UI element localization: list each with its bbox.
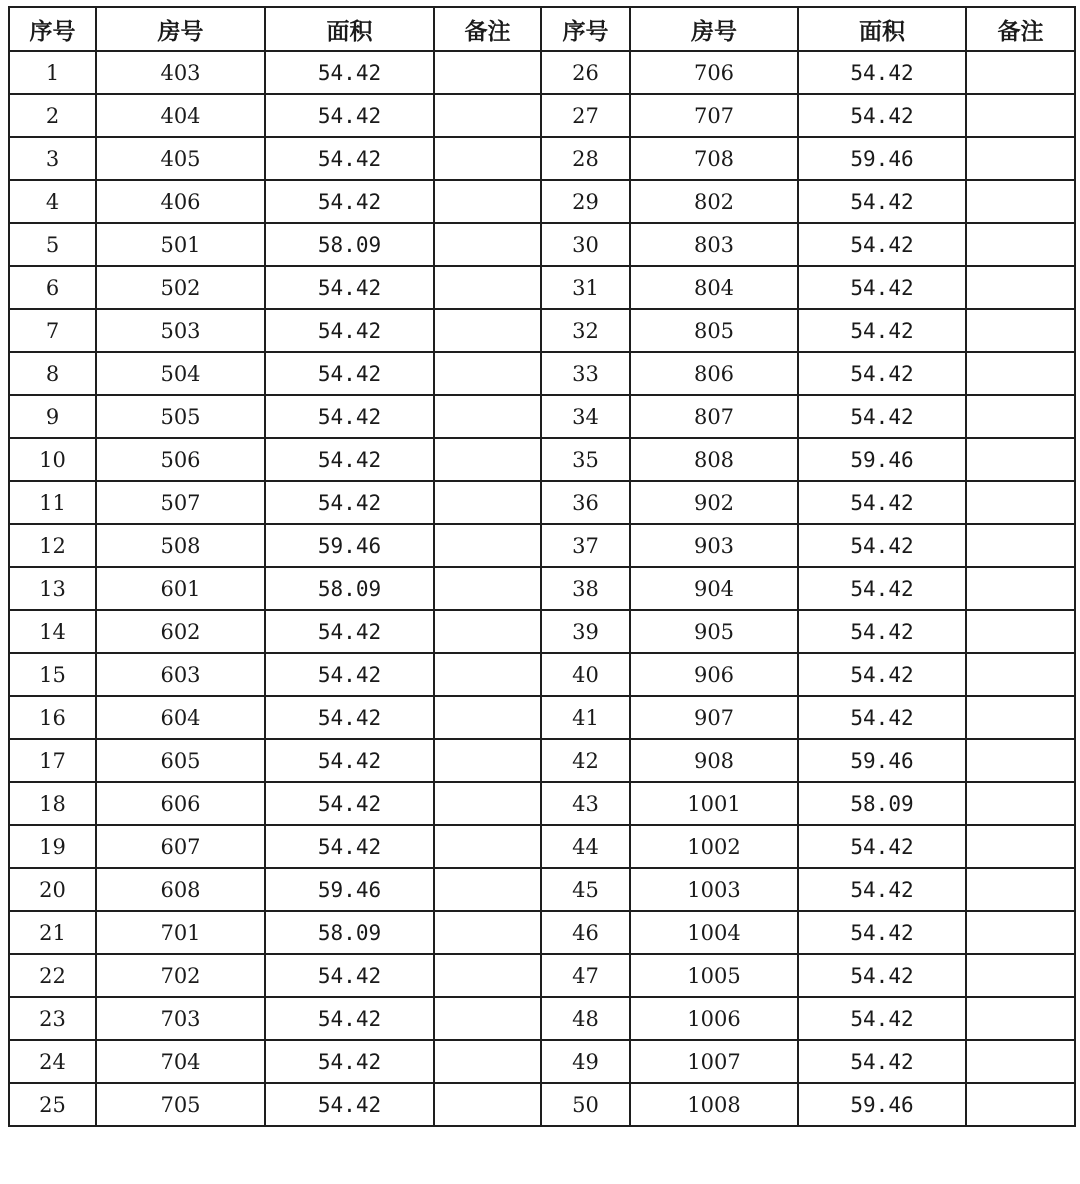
- area-cell-left: 59.46: [265, 524, 434, 567]
- area-cell-left: 58.09: [265, 223, 434, 266]
- serial-cell-right: 27: [541, 94, 630, 137]
- serial-cell-left: 9: [9, 395, 96, 438]
- room-cell-left: 504: [96, 352, 265, 395]
- serial-cell-left: 3: [9, 137, 96, 180]
- note-cell-left: [434, 1040, 541, 1083]
- area-cell-right: 54.42: [798, 352, 966, 395]
- serial-cell-left: 5: [9, 223, 96, 266]
- area-cell-right: 54.42: [798, 610, 966, 653]
- area-cell-right: 54.42: [798, 1040, 966, 1083]
- serial-cell-left: 22: [9, 954, 96, 997]
- serial-cell-right: 49: [541, 1040, 630, 1083]
- table-row: [9, 137, 1075, 180]
- table-row: [9, 395, 1075, 438]
- note-cell-right: [966, 739, 1075, 782]
- serial-cell-right: 48: [541, 997, 630, 1040]
- serial-cell-left: 8: [9, 352, 96, 395]
- room-cell-right: 904: [630, 567, 798, 610]
- room-cell-right: 902: [630, 481, 798, 524]
- table-row: [9, 868, 1075, 911]
- table-row: [9, 1040, 1075, 1083]
- table-row: [9, 782, 1075, 825]
- room-cell-left: 703: [96, 997, 265, 1040]
- note-cell-left: [434, 911, 541, 954]
- header-row: [9, 7, 1075, 51]
- room-cell-left: 602: [96, 610, 265, 653]
- note-cell-left: [434, 653, 541, 696]
- area-cell-right: 54.42: [798, 911, 966, 954]
- serial-cell-left: 18: [9, 782, 96, 825]
- room-cell-left: 508: [96, 524, 265, 567]
- table-row: [9, 825, 1075, 868]
- room-cell-right: 707: [630, 94, 798, 137]
- area-cell-left: 54.42: [265, 610, 434, 653]
- serial-cell-right: 34: [541, 395, 630, 438]
- area-cell-left: 54.42: [265, 94, 434, 137]
- serial-cell-left: 23: [9, 997, 96, 1040]
- note-cell-left: [434, 825, 541, 868]
- area-cell-left: 54.42: [265, 696, 434, 739]
- room-cell-right: 908: [630, 739, 798, 782]
- table-row: [9, 739, 1075, 782]
- room-cell-left: 505: [96, 395, 265, 438]
- note-cell-right: [966, 696, 1075, 739]
- note-cell-left: [434, 51, 541, 94]
- header-note-right: 备注: [966, 7, 1075, 51]
- note-cell-right: [966, 180, 1075, 223]
- area-cell-right: 54.42: [798, 266, 966, 309]
- serial-cell-right: 35: [541, 438, 630, 481]
- table-row: [9, 223, 1075, 266]
- note-cell-left: [434, 266, 541, 309]
- table-row: [9, 954, 1075, 997]
- note-cell-left: [434, 438, 541, 481]
- room-cell-right: 708: [630, 137, 798, 180]
- serial-cell-left: 7: [9, 309, 96, 352]
- serial-cell-right: 33: [541, 352, 630, 395]
- room-cell-left: 507: [96, 481, 265, 524]
- room-cell-right: 1002: [630, 825, 798, 868]
- table-row: [9, 997, 1075, 1040]
- note-cell-right: [966, 51, 1075, 94]
- room-cell-left: 405: [96, 137, 265, 180]
- table-row: [9, 352, 1075, 395]
- note-cell-right: [966, 524, 1075, 567]
- room-cell-right: 802: [630, 180, 798, 223]
- room-cell-right: 803: [630, 223, 798, 266]
- room-cell-left: 605: [96, 739, 265, 782]
- area-cell-right: 54.42: [798, 696, 966, 739]
- table-row: [9, 309, 1075, 352]
- serial-cell-left: 14: [9, 610, 96, 653]
- area-cell-left: 58.09: [265, 567, 434, 610]
- area-cell-right: 54.42: [798, 395, 966, 438]
- room-cell-left: 501: [96, 223, 265, 266]
- serial-cell-left: 13: [9, 567, 96, 610]
- area-cell-left: 54.42: [265, 51, 434, 94]
- area-cell-left: 54.42: [265, 782, 434, 825]
- header-note-left: 备注: [434, 7, 541, 51]
- note-cell-right: [966, 223, 1075, 266]
- room-cell-right: 1007: [630, 1040, 798, 1083]
- note-cell-right: [966, 997, 1075, 1040]
- serial-cell-right: 42: [541, 739, 630, 782]
- room-cell-left: 604: [96, 696, 265, 739]
- note-cell-left: [434, 1083, 541, 1126]
- note-cell-left: [434, 524, 541, 567]
- note-cell-left: [434, 868, 541, 911]
- header-room-left: 房号: [96, 7, 265, 51]
- room-cell-right: 1006: [630, 997, 798, 1040]
- area-cell-right: 54.42: [798, 653, 966, 696]
- table-row: [9, 51, 1075, 94]
- area-cell-left: 54.42: [265, 825, 434, 868]
- table-row: [9, 94, 1075, 137]
- note-cell-right: [966, 954, 1075, 997]
- room-cell-left: 701: [96, 911, 265, 954]
- serial-cell-left: 19: [9, 825, 96, 868]
- serial-cell-right: 32: [541, 309, 630, 352]
- area-cell-right: 59.46: [798, 137, 966, 180]
- table-row: [9, 481, 1075, 524]
- table-row: [9, 911, 1075, 954]
- area-cell-right: 54.42: [798, 481, 966, 524]
- area-cell-left: 54.42: [265, 180, 434, 223]
- area-cell-left: 54.42: [265, 395, 434, 438]
- room-cell-left: 503: [96, 309, 265, 352]
- room-cell-right: 1005: [630, 954, 798, 997]
- room-cell-left: 608: [96, 868, 265, 911]
- room-cell-left: 403: [96, 51, 265, 94]
- room-cell-right: 706: [630, 51, 798, 94]
- area-cell-left: 54.42: [265, 266, 434, 309]
- note-cell-right: [966, 481, 1075, 524]
- header-area-left: 面积: [265, 7, 434, 51]
- area-cell-right: 54.42: [798, 94, 966, 137]
- note-cell-right: [966, 825, 1075, 868]
- serial-cell-right: 26: [541, 51, 630, 94]
- note-cell-right: [966, 266, 1075, 309]
- area-cell-right: 54.42: [798, 868, 966, 911]
- room-cell-left: 601: [96, 567, 265, 610]
- area-cell-left: 54.42: [265, 1083, 434, 1126]
- area-cell-right: 54.42: [798, 309, 966, 352]
- serial-cell-left: 12: [9, 524, 96, 567]
- room-cell-right: 1004: [630, 911, 798, 954]
- room-cell-left: 603: [96, 653, 265, 696]
- area-cell-right: 54.42: [798, 825, 966, 868]
- note-cell-left: [434, 137, 541, 180]
- note-cell-left: [434, 309, 541, 352]
- note-cell-left: [434, 610, 541, 653]
- room-cell-right: 805: [630, 309, 798, 352]
- note-cell-right: [966, 567, 1075, 610]
- serial-cell-left: 2: [9, 94, 96, 137]
- serial-cell-left: 24: [9, 1040, 96, 1083]
- note-cell-right: [966, 352, 1075, 395]
- room-cell-left: 705: [96, 1083, 265, 1126]
- serial-cell-right: 28: [541, 137, 630, 180]
- note-cell-left: [434, 739, 541, 782]
- serial-cell-right: 43: [541, 782, 630, 825]
- serial-cell-left: 1: [9, 51, 96, 94]
- note-cell-left: [434, 352, 541, 395]
- note-cell-left: [434, 567, 541, 610]
- area-cell-right: 59.46: [798, 1083, 966, 1126]
- note-cell-right: [966, 309, 1075, 352]
- note-cell-left: [434, 696, 541, 739]
- serial-cell-left: 17: [9, 739, 96, 782]
- room-area-table: [8, 6, 1076, 1127]
- room-cell-right: 907: [630, 696, 798, 739]
- serial-cell-right: 30: [541, 223, 630, 266]
- serial-cell-right: 45: [541, 868, 630, 911]
- table-row: [9, 524, 1075, 567]
- serial-cell-left: 15: [9, 653, 96, 696]
- header-area-right: 面积: [798, 7, 966, 51]
- room-cell-right: 808: [630, 438, 798, 481]
- note-cell-right: [966, 1040, 1075, 1083]
- note-cell-left: [434, 395, 541, 438]
- serial-cell-left: 11: [9, 481, 96, 524]
- area-cell-left: 54.42: [265, 954, 434, 997]
- room-cell-right: 804: [630, 266, 798, 309]
- table-row: [9, 1083, 1075, 1126]
- table-row: [9, 180, 1075, 223]
- note-cell-left: [434, 954, 541, 997]
- note-cell-right: [966, 94, 1075, 137]
- room-cell-right: 806: [630, 352, 798, 395]
- area-cell-left: 54.42: [265, 739, 434, 782]
- note-cell-right: [966, 653, 1075, 696]
- serial-cell-right: 44: [541, 825, 630, 868]
- note-cell-right: [966, 438, 1075, 481]
- room-cell-right: 906: [630, 653, 798, 696]
- serial-cell-right: 50: [541, 1083, 630, 1126]
- area-cell-left: 54.42: [265, 137, 434, 180]
- area-cell-left: 54.42: [265, 1040, 434, 1083]
- serial-cell-right: 40: [541, 653, 630, 696]
- header-serial-right: 序号: [541, 7, 630, 51]
- area-cell-left: 54.42: [265, 309, 434, 352]
- note-cell-right: [966, 782, 1075, 825]
- serial-cell-right: 41: [541, 696, 630, 739]
- area-cell-right: 58.09: [798, 782, 966, 825]
- serial-cell-left: 20: [9, 868, 96, 911]
- table-body: [9, 51, 1075, 1126]
- note-cell-left: [434, 782, 541, 825]
- room-cell-left: 506: [96, 438, 265, 481]
- area-cell-left: 59.46: [265, 868, 434, 911]
- room-cell-left: 704: [96, 1040, 265, 1083]
- room-cell-left: 404: [96, 94, 265, 137]
- table-row: [9, 696, 1075, 739]
- area-cell-left: 54.42: [265, 352, 434, 395]
- area-cell-right: 54.42: [798, 524, 966, 567]
- area-cell-right: 54.42: [798, 567, 966, 610]
- serial-cell-left: 16: [9, 696, 96, 739]
- area-cell-right: 54.42: [798, 223, 966, 266]
- serial-cell-left: 21: [9, 911, 96, 954]
- room-cell-right: 1008: [630, 1083, 798, 1126]
- table-row: [9, 567, 1075, 610]
- area-cell-right: 54.42: [798, 997, 966, 1040]
- serial-cell-right: 46: [541, 911, 630, 954]
- table-row: [9, 266, 1075, 309]
- note-cell-right: [966, 395, 1075, 438]
- room-cell-left: 702: [96, 954, 265, 997]
- table-row: [9, 610, 1075, 653]
- area-cell-left: 58.09: [265, 911, 434, 954]
- note-cell-left: [434, 94, 541, 137]
- room-cell-right: 807: [630, 395, 798, 438]
- serial-cell-right: 36: [541, 481, 630, 524]
- note-cell-right: [966, 868, 1075, 911]
- header-room-right: 房号: [630, 7, 798, 51]
- note-cell-right: [966, 911, 1075, 954]
- serial-cell-right: 37: [541, 524, 630, 567]
- area-cell-right: 54.42: [798, 51, 966, 94]
- area-cell-right: 54.42: [798, 954, 966, 997]
- serial-cell-right: 38: [541, 567, 630, 610]
- room-cell-left: 406: [96, 180, 265, 223]
- room-cell-right: 1001: [630, 782, 798, 825]
- area-cell-left: 54.42: [265, 653, 434, 696]
- note-cell-left: [434, 223, 541, 266]
- note-cell-right: [966, 137, 1075, 180]
- room-cell-right: 905: [630, 610, 798, 653]
- room-cell-left: 502: [96, 266, 265, 309]
- serial-cell-left: 6: [9, 266, 96, 309]
- area-cell-right: 59.46: [798, 438, 966, 481]
- serial-cell-left: 4: [9, 180, 96, 223]
- room-cell-left: 607: [96, 825, 265, 868]
- area-cell-right: 54.42: [798, 180, 966, 223]
- serial-cell-left: 10: [9, 438, 96, 481]
- room-cell-left: 606: [96, 782, 265, 825]
- note-cell-right: [966, 610, 1075, 653]
- area-cell-left: 54.42: [265, 997, 434, 1040]
- area-cell-left: 54.42: [265, 481, 434, 524]
- area-cell-right: 59.46: [798, 739, 966, 782]
- serial-cell-right: 29: [541, 180, 630, 223]
- serial-cell-right: 47: [541, 954, 630, 997]
- note-cell-right: [966, 1083, 1075, 1126]
- room-cell-right: 903: [630, 524, 798, 567]
- serial-cell-left: 25: [9, 1083, 96, 1126]
- header-serial-left: 序号: [9, 7, 96, 51]
- serial-cell-right: 31: [541, 266, 630, 309]
- note-cell-left: [434, 180, 541, 223]
- note-cell-left: [434, 481, 541, 524]
- table-row: [9, 653, 1075, 696]
- room-cell-right: 1003: [630, 868, 798, 911]
- serial-cell-right: 39: [541, 610, 630, 653]
- note-cell-left: [434, 997, 541, 1040]
- area-cell-left: 54.42: [265, 438, 434, 481]
- table-row: [9, 438, 1075, 481]
